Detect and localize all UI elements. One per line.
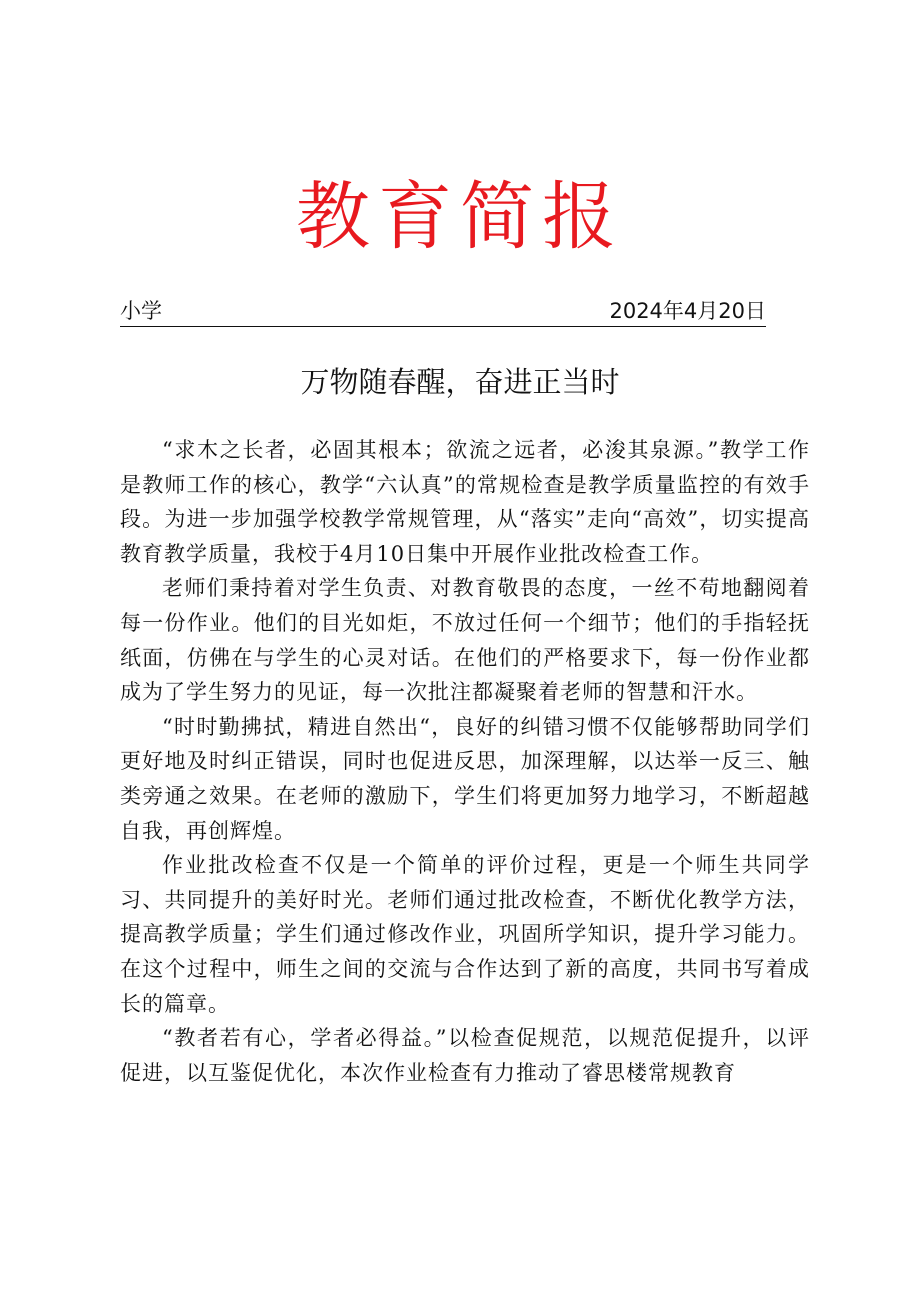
issue-date: 2024年4月20日 (609, 299, 766, 323)
article-body (120, 433, 810, 1090)
issue-info-line (120, 296, 766, 327)
article-title: 万物随春醒，奋进正当时 (300, 365, 620, 399)
paragraph: “教者若有心，学者必得益。”以检查促规范，以规范促提升，以评促进，以互鉴促优化，本次作业检查有力推动了睿思楼常规教育 (120, 1026, 810, 1085)
paragraph: “时时勤拂拭，精进自然出“，良好的纠错习惯不仅能够帮助同学们更好地及时纠正错误，同时也促进反思，加深理解，以达举一反三、触类旁通之效果。在老师的激励下，学生们将更加努力地学习，不断超越自我，再创辉煌。 (120, 714, 810, 843)
newsletter-masthead: 教育简报 (296, 174, 624, 260)
paragraph: 老师们秉持着对学生负责、对教育敬畏的态度，一丝不苟地翻阅着每一份作业。他们的目光如炬，不放过任何一个细节；他们的手指轻抚纸面，仿佛在与学生的心灵对话。在他们的严格要求下，每一份作业都成为了学生努力的见证，每一次批注都凝聚着老师的智慧和汗水。 (120, 576, 810, 705)
paragraph: 作业批改检查不仅是一个简单的评价过程，更是一个师生共同学习、共同提升的美好时光。老师们通过批改检查，不断优化教学方法，提高教学质量；学生们通过修改作业，巩固所学知识，提升学习能力。在这个过程中，师生之间的交流与合作达到了新的高度，共同书写着成长的篇章。 (120, 853, 810, 1016)
paragraph: “求木之长者，必固其根本；欲流之远者，必浚其泉源。”教学工作是教师工作的核心，教学“六认真”的常规检查是教学质量监控的有效手段。为进一步加强学校教学常规管理，从“落实”走向“高效”，切实提高教育教学质量，我校于4月10日集中开展作业批改检查工作。 (120, 438, 810, 566)
school-name: 小学 (120, 299, 162, 323)
